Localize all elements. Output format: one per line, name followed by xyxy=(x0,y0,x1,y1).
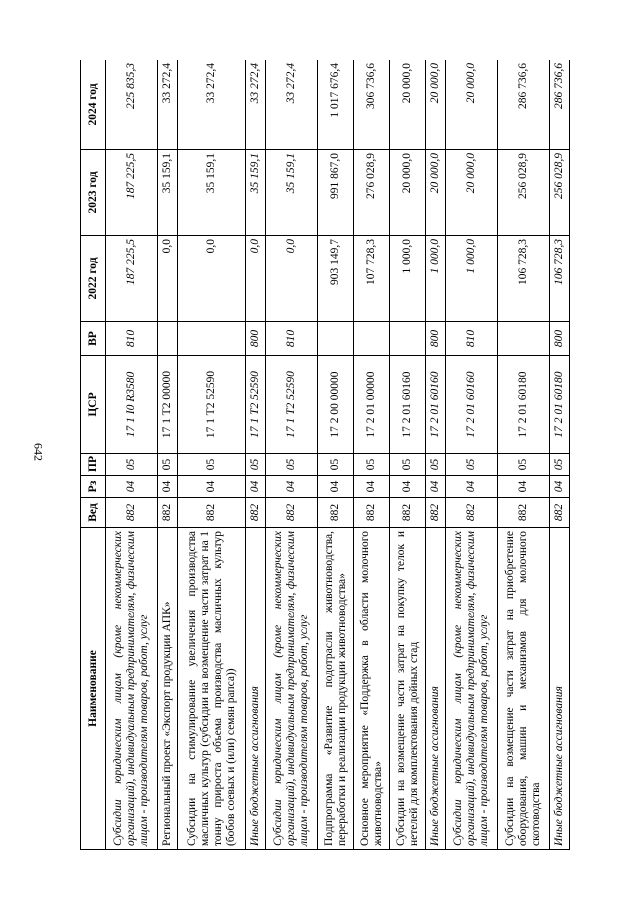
cell-name: Подпрограмма «Развитие подотрасли животноводства, переработки и реализации продукции животноводства» xyxy=(318,528,354,850)
cell-2023: 20 000,0 xyxy=(445,150,497,236)
cell-ved: 882 xyxy=(106,498,158,528)
cell-rz: 04 xyxy=(550,476,570,498)
cell-rz: 04 xyxy=(426,476,446,498)
budget-table xyxy=(80,60,570,850)
table-row xyxy=(177,60,245,850)
cell-name: Субсидии на возмещение части затрат на приобретение оборудования, машин и механизмов для молочного скотоводства xyxy=(497,528,549,850)
cell-csr: 17 2 01 60160 xyxy=(426,356,446,454)
cell-csr: 17 2 01 60180 xyxy=(550,356,570,454)
cell-ved: 882 xyxy=(266,498,318,528)
cell-2024: 20 000,0 xyxy=(445,60,497,150)
cell-2024: 1 017 676,4 xyxy=(318,60,354,150)
cell-vr: 810 xyxy=(445,322,497,356)
table-row xyxy=(318,60,354,850)
table-row xyxy=(354,60,390,850)
table-row xyxy=(158,60,178,850)
cell-csr: 17 2 01 60160 xyxy=(445,356,497,454)
cell-2022: 903 149,7 xyxy=(318,236,354,322)
cell-rz: 04 xyxy=(318,476,354,498)
cell-2022: 0,0 xyxy=(246,236,266,322)
cell-2023: 35 159,1 xyxy=(177,150,245,236)
cell-vr: 810 xyxy=(266,322,318,356)
header-2022: 2022 год xyxy=(81,236,106,322)
cell-2022: 1 000,0 xyxy=(426,236,446,322)
cell-rz: 04 xyxy=(497,476,549,498)
cell-vr: 810 xyxy=(106,322,158,356)
cell-vr xyxy=(390,322,426,356)
cell-2022: 0,0 xyxy=(158,236,178,322)
cell-pr: 05 xyxy=(426,454,446,476)
cell-name: Субсидии юридическим лицам (кроме некоммерческих организаций), индивидуальным предпринимателям, физическим лицам - производителям товаров, работ, услуг xyxy=(266,528,318,850)
cell-2022: 0,0 xyxy=(177,236,245,322)
cell-2023: 35 159,1 xyxy=(158,150,178,236)
table-row xyxy=(390,60,426,850)
cell-2023: 256 028,9 xyxy=(550,150,570,236)
cell-pr: 05 xyxy=(266,454,318,476)
cell-name: Основное мероприятие «Поддержка в области молочного животноводства» xyxy=(354,528,390,850)
cell-ved: 882 xyxy=(390,498,426,528)
cell-2022: 107 728,3 xyxy=(354,236,390,322)
cell-2024: 20 000,0 xyxy=(426,60,446,150)
cell-2023: 35 159,1 xyxy=(266,150,318,236)
cell-name: Иные бюджетные ассигнования xyxy=(426,528,446,850)
cell-2023: 35 159,1 xyxy=(246,150,266,236)
cell-2023: 991 867,0 xyxy=(318,150,354,236)
cell-csr: 17 1 T2 00000 xyxy=(158,356,178,454)
cell-pr: 05 xyxy=(445,454,497,476)
cell-vr xyxy=(177,322,245,356)
cell-csr: 17 2 01 00000 xyxy=(354,356,390,454)
cell-2024: 20 000,0 xyxy=(390,60,426,150)
cell-ved: 882 xyxy=(497,498,549,528)
cell-2022: 106 728,3 xyxy=(497,236,549,322)
table-body xyxy=(106,60,570,850)
cell-vr xyxy=(354,322,390,356)
cell-vr xyxy=(497,322,549,356)
cell-pr: 05 xyxy=(497,454,549,476)
cell-ved: 882 xyxy=(246,498,266,528)
cell-ved: 882 xyxy=(445,498,497,528)
table-row xyxy=(497,60,549,850)
header-2023: 2023 год xyxy=(81,150,106,236)
cell-2024: 33 272,4 xyxy=(266,60,318,150)
cell-ved: 882 xyxy=(177,498,245,528)
table-row xyxy=(106,60,158,850)
table-row xyxy=(246,60,266,850)
cell-vr xyxy=(158,322,178,356)
cell-vr xyxy=(318,322,354,356)
header-2024: 2024 год xyxy=(81,60,106,150)
cell-pr: 05 xyxy=(246,454,266,476)
rotated-table-container xyxy=(80,60,570,850)
cell-pr: 05 xyxy=(158,454,178,476)
cell-name: Субсидии юридическим лицам (кроме некоммерческих организаций), индивидуальным предпринимателям, физическим лицам - производителям товаров, работ, услуг xyxy=(445,528,497,850)
cell-ved: 882 xyxy=(158,498,178,528)
cell-name: Субсидии на возмещение части затрат на покупку телок и нетелей для комплектования дойных стад xyxy=(390,528,426,850)
cell-2024: 33 272,4 xyxy=(246,60,266,150)
cell-name: Субсидии на стимулирование увеличения производства масличных культур (субсидии на возмещение части затрат на 1 тонну прироста объема производства масличных культур (бобов соевых и (или) семян рапса)) xyxy=(177,528,245,850)
cell-csr: 17 1 I0 R3580 xyxy=(106,356,158,454)
cell-rz: 04 xyxy=(177,476,245,498)
cell-2022: 0,0 xyxy=(266,236,318,322)
cell-2023: 276 028,9 xyxy=(354,150,390,236)
cell-2022: 1 000,0 xyxy=(445,236,497,322)
cell-ved: 882 xyxy=(426,498,446,528)
cell-name: Региональный проект «Экспорт продукции АПК» xyxy=(158,528,178,850)
header-name: Наименование xyxy=(81,528,106,850)
cell-rz: 04 xyxy=(390,476,426,498)
table-row xyxy=(266,60,318,850)
page-number: 642 xyxy=(31,443,46,461)
cell-csr: 17 2 00 00000 xyxy=(318,356,354,454)
cell-csr: 17 1 T2 52590 xyxy=(266,356,318,454)
cell-pr: 05 xyxy=(390,454,426,476)
cell-vr: 800 xyxy=(550,322,570,356)
cell-pr: 05 xyxy=(354,454,390,476)
cell-csr: 17 1 T2 52590 xyxy=(177,356,245,454)
header-rz: Рз xyxy=(81,476,106,498)
cell-2024: 33 272,4 xyxy=(158,60,178,150)
table-stage xyxy=(80,60,570,850)
cell-pr: 05 xyxy=(177,454,245,476)
cell-name: Иные бюджетные ассигнования xyxy=(246,528,266,850)
table-header-row xyxy=(81,60,106,850)
cell-2022: 106 728,3 xyxy=(550,236,570,322)
cell-rz: 04 xyxy=(266,476,318,498)
cell-rz: 04 xyxy=(445,476,497,498)
table-row xyxy=(426,60,446,850)
cell-name: Иные бюджетные ассигнования xyxy=(550,528,570,850)
cell-ved: 882 xyxy=(550,498,570,528)
cell-csr: 17 2 01 60160 xyxy=(390,356,426,454)
cell-rz: 04 xyxy=(246,476,266,498)
header-vr: ВР xyxy=(81,322,106,356)
cell-2024: 286 736,6 xyxy=(550,60,570,150)
header-ved: Вед xyxy=(81,498,106,528)
cell-csr: 17 2 01 60180 xyxy=(497,356,549,454)
cell-vr: 800 xyxy=(426,322,446,356)
cell-2023: 20 000,0 xyxy=(426,150,446,236)
header-pr: ПР xyxy=(81,454,106,476)
cell-pr: 05 xyxy=(106,454,158,476)
cell-pr: 05 xyxy=(318,454,354,476)
cell-2024: 33 272,4 xyxy=(177,60,245,150)
cell-vr: 800 xyxy=(246,322,266,356)
cell-rz: 04 xyxy=(106,476,158,498)
cell-ved: 882 xyxy=(354,498,390,528)
cell-2022: 1 000,0 xyxy=(390,236,426,322)
cell-name: Субсидии юридическим лицам (кроме некоммерческих организаций), индивидуальным предпринимателям, физическим лицам - производителям товаров, работ, услуг xyxy=(106,528,158,850)
cell-2024: 225 835,3 xyxy=(106,60,158,150)
cell-ved: 882 xyxy=(318,498,354,528)
header-csr: ЦСР xyxy=(81,356,106,454)
cell-rz: 04 xyxy=(158,476,178,498)
cell-csr: 17 1 T2 52590 xyxy=(246,356,266,454)
cell-2024: 286 736,6 xyxy=(497,60,549,150)
table-row xyxy=(445,60,497,850)
cell-2024: 306 736,6 xyxy=(354,60,390,150)
table-row xyxy=(550,60,570,850)
cell-pr: 05 xyxy=(550,454,570,476)
cell-2023: 256 028,9 xyxy=(497,150,549,236)
cell-2023: 187 225,5 xyxy=(106,150,158,236)
cell-2022: 187 225,5 xyxy=(106,236,158,322)
cell-rz: 04 xyxy=(354,476,390,498)
cell-2023: 20 000,0 xyxy=(390,150,426,236)
